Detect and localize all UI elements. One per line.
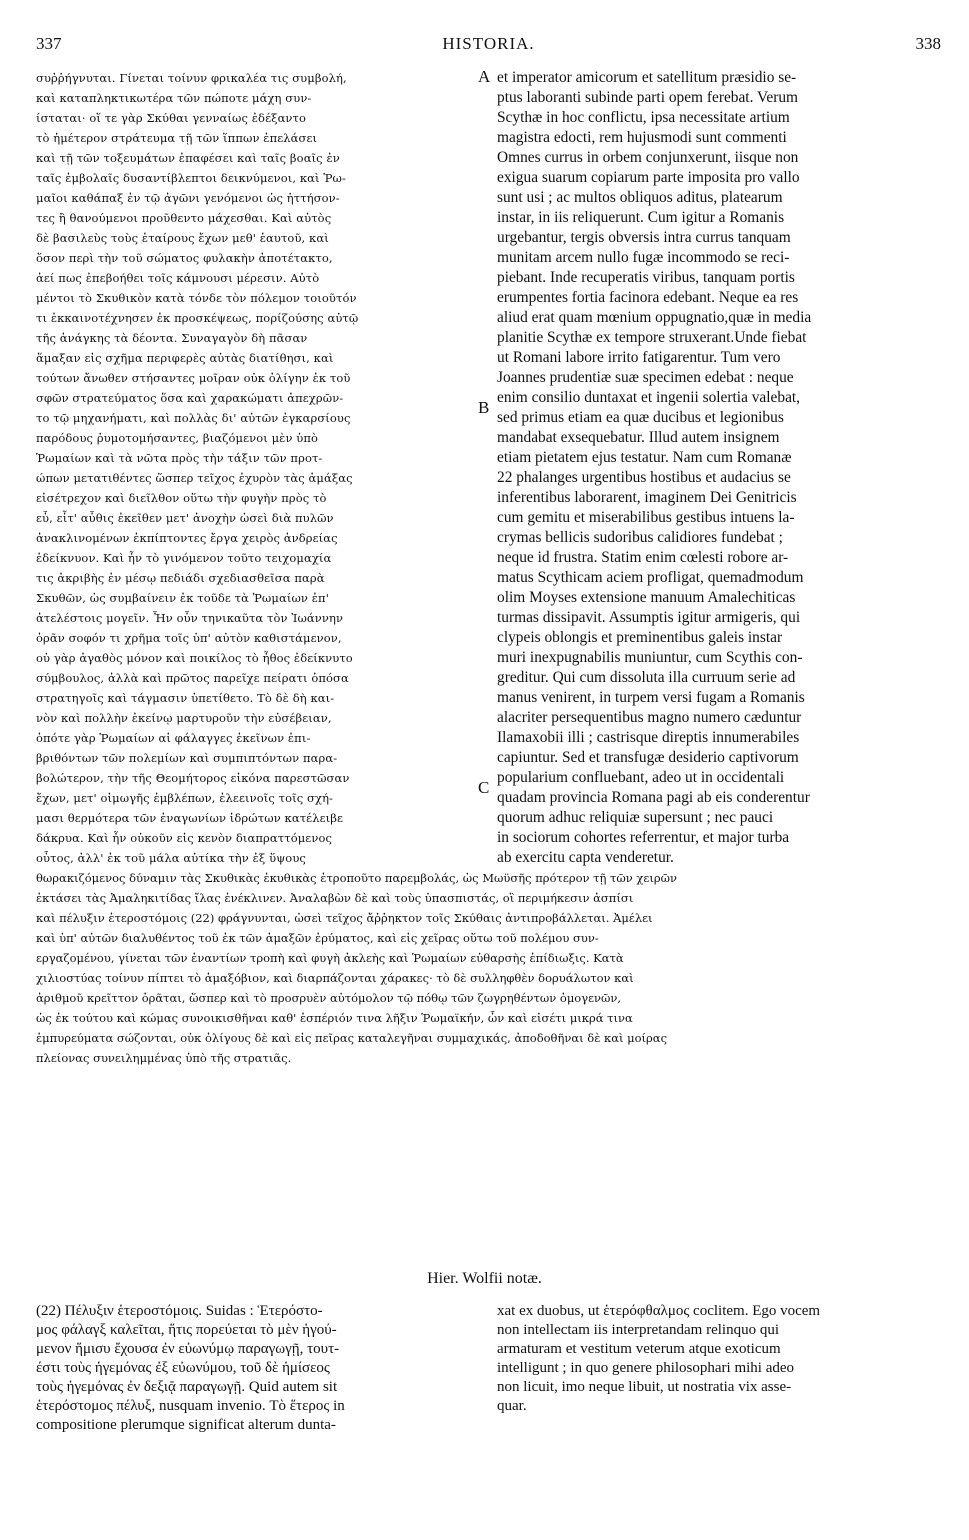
latin-text-line: sunt usi ; ac multos obliquos aditus, platearum [497, 189, 783, 206]
greek-text-line: εἰσέτρεχον καὶ διεῖλθον οὕτω τὴν φυγὴν πρὸς τὸ [36, 491, 327, 505]
notes-left-column [36, 1302, 474, 1435]
latin-text-line: alacriter persequentibus magno numero cæduntur [497, 709, 802, 726]
greek-text-line: ὁρᾶν σοφόν τι χρῆμα τοῖς ὑπ' αὐτὸν καθιστάμενον, [36, 631, 342, 645]
latin-text-line: inferentibus laborarent, imaginem Dei Genitricis [497, 489, 797, 506]
greek-text-line: τούτων ἄνωθεν στήσαντες μοῖραν οὐκ ὀλίγην ἐκ τοῦ [36, 371, 351, 385]
greek-text-line: συῤῥήγνυται. Γίνεται τοίνυν φρικαλέα τις συμβολή, [36, 71, 347, 85]
latin-text-line: instar, in iis reliquerunt. Cum igitur a Romanis [497, 209, 785, 226]
latin-text-line: neque id frustra. Statim enim cœlesti robore ar- [497, 549, 789, 566]
latin-text-line: etiam pietatem ejus testatur. Nam cum Romanæ [497, 449, 792, 466]
greek-column [36, 68, 474, 868]
latin-text-line: urgebantur, tergis obversis intra currus tanquam [497, 229, 791, 246]
note-line: non intellectam iis interpretandam relinquo qui [497, 1322, 780, 1338]
latin-text-line: et imperator amicorum et satellitum præsidio se- [497, 69, 797, 86]
latin-text-line: olim Moyses extensione manuum Amalechiticas [497, 589, 796, 606]
greek-text-line: το τῷ μηχανήματι, καὶ πολλὰς δι' αὐτῶν ἐγκαρσίους [36, 411, 351, 425]
greek-text-line: ἔχων, μετ' οἰμωγῆς ἐμβλέπων, ἐλεεινοῖς τοῖς σχή- [36, 791, 334, 805]
greek-text-line: ἀεί πως ἐπεβοήθει τοῖς κάμνουσι μέρεσιν. Αὐτὸ [36, 271, 320, 285]
greek-full-width-text [36, 868, 942, 1068]
latin-text-line: matus Scythicam aciem profligat, quemadmodum [497, 569, 804, 586]
greek-text-line: ταῖς ἐμβολαῖς δυσαντίβλεπτοι δεικνύμενοι, καὶ Ῥω- [36, 171, 346, 185]
latin-text-line: muri inexpugnabilis muniuntur, cum Scythis con- [497, 649, 803, 666]
note-line: non licuit, imo neque libuit, ut nostratia vix asse- [497, 1379, 792, 1395]
greek-text-line: οὐ γὰρ ἀγαθὸς μόνον καὶ ποικίλος τὸ ἦθος ἐδείκνυτο [36, 651, 353, 665]
greek-text-line: τὸ ἡμέτερον στράτευμα τῇ τῶν ἵππων ἐπελάσει [36, 131, 318, 145]
latin-text-line: cum gemitu et miserabilibus gestibus intuens la- [497, 509, 795, 526]
note-line: (22) Πέλυξιν ἑτεροστόμοις. Suidas : Ἑτερόστο- [36, 1303, 323, 1319]
greek-text-line: ὅσον περὶ τὴν τοῦ σώματος φυλακὴν ἀποτέτακτο, [36, 251, 333, 265]
page-number-left: 337 [36, 34, 62, 53]
note-line: έστι τοὺς ἡγεμόνας ἐξ εὐωνύμου, τοῦ δὲ ἡμίσεος [36, 1360, 330, 1376]
latin-text-line: planitie Scythæ ex tempore struxerant.Unde fiebat [497, 329, 807, 346]
greek-full-text-line: καὶ πέλυξιν ἑτεροστόμοις (22) φράγνυνται, ὡσεὶ τεῖχος ἄῤῥηκτον τοῖς Σκύθαις ἀντιπροβάλλεται. Ἀμέλει [36, 911, 653, 925]
greek-text-line: μέντοι τὸ Σκυθικὸν κατὰ τόνδε τὸν πόλεμον τοιοῦτόν [36, 291, 357, 305]
greek-full-text-line: ἀριθμοῦ κρεῖττον ὁρᾶται, ὥσπερ καὶ τὸ προσρυὲν αὐτόμολον τῷ πόθῳ τῶν ζωγρηθέντων ὁμογενῶν, [36, 991, 622, 1005]
greek-full-text-line: χιλιοστύας τοίνυν πίπτει τὸ ἁμαξόβιον, καὶ διαρπάζονται χάρακες· τὸ δὲ συλληφθὲν δορυάλωτον καὶ [36, 971, 634, 985]
latin-text-line: in sociorum cohortes referrentur, et major turba [497, 829, 790, 846]
greek-text-line: βριθόντων τῶν πολεμίων καὶ συμπιπτόντων παρα- [36, 751, 338, 765]
latin-text-line: manus venirent, in turpem versi fugam a Romanis [497, 689, 805, 706]
greek-full-text-line: πλείονας συνειλημμένας ὑπὸ τῆς στρατιᾶς. [36, 1051, 292, 1065]
greek-text-line: ίσταται· οἵ τε γὰρ Σκύθαι γενναίως ἐδέξαντο [36, 111, 307, 125]
latin-text-line: clypeis oblongis et preminentibus galeis instar [497, 629, 783, 646]
note-line: τοὺς ἡγεμόνας ἐν δεξιᾷ παραγωγῇ. Quid autem sit [36, 1379, 338, 1395]
greek-text-line: τι ἐκκαινοτέχνησεν ἐκ προσκέψεως, πορίζούσης αὐτῷ [36, 311, 359, 325]
greek-full-text-line: ἐκτάσει τὰς Ἀμαληκιτίδας ἴλας ἐνέκλινεν. Ἀναλαβὼν δὲ καὶ τοὺς ὑπασπιστάς, οἳ περιμήκεσιν ἀσπίσι [36, 891, 634, 905]
greek-text-line: τῆς ἀνάγκης τὰ δέοντα. Συναγαγὸν δὴ πᾶσαν [36, 331, 308, 345]
greek-text-line: καὶ τῇ τῶν τοξευμάτων ἐπαφέσει καὶ ταῖς βοαῖς ἐν [36, 151, 340, 165]
greek-text-line: μαῖοι καθάπαξ ἐν τῷ ἀγῶνι γενόμενοι ὡς ἡττήσον- [36, 191, 340, 205]
greek-text-line: δάκρυα. Καὶ ἦν οὐκοῦν εἰς κενὸν διαπραττόμενος [36, 831, 333, 845]
greek-text-line: καὶ καταπληκτικωτέρα τῶν πώποτε μάχη συν- [36, 91, 312, 105]
greek-text-line: ἀνακλινομένων ἐκπίπτοντες ἔργα χειρὸς ἀνδρείας [36, 531, 338, 545]
latin-text-line: quadam provincia Romana pagi ab eis conderentur [497, 789, 810, 806]
note-line: quar. [497, 1398, 527, 1414]
notes-title: Hier. Wolfii notæ. [427, 1270, 542, 1287]
greek-text-line: ώπων μετατιθέντες ὥσπερ τεῖχος ἐχυρὸν τὰς ἁμάξας [36, 471, 353, 485]
latin-text-line: 22 phalanges urgentibus hostibus et audacius se [497, 469, 791, 486]
greek-text-line: μασι θερμότερα τῶν ἐναγωνίων ἱδρώτων κατέλειβε [36, 811, 344, 825]
latin-text-line: sed primus etiam ea quæ ducibus et legionibus [497, 409, 784, 426]
note-line: armaturam et vestitum veterum atque exoticum [497, 1341, 781, 1357]
notes-right-column [497, 1302, 942, 1416]
margin-marker-a: A [478, 67, 491, 86]
note-line: xat ex duobus, ut ἑτερόφθαλμος coclitem. Ego vocem [497, 1303, 821, 1319]
greek-text-line: τις ἀκριβὴς ἐν μέσῳ πεδιάδι σχεδιασθεῖσα παρὰ [36, 571, 325, 585]
note-line: ἑτερόστομος πέλυξ, nusquam invenio. Τὸ ἕτερος in [36, 1398, 345, 1414]
greek-text-line: στρατηγοῖς καὶ τάγμασιν ὑπετίθετο. Τὸ δὲ δὴ και- [36, 691, 335, 705]
latin-text-line: piebant. Inde recuperatis viribus, tanquam portis [497, 269, 795, 286]
latin-text-line: erumpentes fortia facinora edebant. Neque ea res [497, 289, 799, 306]
page-number-right: 338 [915, 34, 941, 53]
greek-text-line: δὲ βασιλεὺς τοὺς ἑταίρους ἔχων μεθ' ἑαυτοῦ, καὶ [36, 231, 329, 245]
latin-column [497, 68, 942, 868]
greek-full-text-line: ὡς ἐκ τούτου καὶ κώμας συνοικισθῆναι καθ' ἑσπέριόν τινα λῆξιν Ῥωμαϊκήν, ὧν καὶ εἰσέτι μικρά τινα [36, 1011, 633, 1025]
page-header [36, 34, 941, 58]
latin-text-line: ab exercitu capta venderetur. [497, 849, 674, 866]
latin-text-line: aliud erat quam mœnium oppugnatio,quæ in media [497, 309, 812, 326]
note-line: μος φάλαγξ καλεῖται, ἥτις πορεύεται τὸ μὲν ἡγού- [36, 1322, 337, 1338]
latin-text-line: enim consilio duntaxat et ingenii solertia valebat, [497, 389, 801, 406]
latin-text-line: magistra edocti, rem hujusmodi sunt commenti [497, 129, 787, 146]
greek-text-line: εὖ, εἶτ' αὖθις ἐκεῖθεν μετ' ἀνοχὴν ὡσεὶ διὰ πυλῶν [36, 511, 334, 525]
note-line: intelligunt ; in quo genere philosophari mihi adeo [497, 1360, 795, 1376]
greek-text-line: ἐδείκνυον. Καὶ ἦν τὸ γινόμενον τοῦτο τειχομαχία [36, 551, 332, 565]
running-title: HISTORIA. [442, 34, 535, 53]
latin-text-line: Joannes prudentiæ suæ specimen edebat : neque [497, 369, 794, 386]
greek-text-line: παρόδους ῥυμοτομήσαντες, βιαζόμενοι μὲν ὑπὸ [36, 431, 319, 445]
latin-text-line: greditur. Qui cum dissoluta illa curruum serie ad [497, 669, 796, 686]
latin-text-line: exigua suarum copiarum parte imposita pro vallo [497, 169, 800, 186]
greek-text-line: Ῥωμαίων καὶ τὰ νῶτα πρὸς τὴν τάξιν τῶν προτ- [36, 451, 323, 465]
latin-text-line: ptus laboranti subinde parti opem ferebat. Verum [497, 89, 799, 106]
greek-full-text-line: εργαζομένου, γίνεται τῶν ἐναντίων τροπὴ καὶ φυγὴ ἀκλεὴς καὶ Ῥωμαίων εὐθαρσὴς ἐπίδιωξις. Κατὰ [36, 951, 624, 965]
latin-text-line: popularium confluebant, adeo ut in occidentali [497, 769, 785, 786]
latin-text-line: crymas bellicis sudoribus calidiores fundebat ; [497, 529, 783, 546]
greek-text-line: τες ἢ θανούμενοι προῦθεντο μάχεσθαι. Καὶ αὐτὸς [36, 211, 332, 225]
greek-text-line: σφῶν στρατεύματος ὅσα καὶ χαρακώματι ἀπεχρῶν- [36, 391, 344, 405]
margin-marker-c: C [478, 778, 490, 797]
greek-full-text-line: ἐμπυρεύματα σώζονται, οὐκ ὀλίγους δὲ καὶ εἰς πεῖρας καταλεγῆναι συμμαχικάς, ἀποδοθῆναι δὲ καὶ μοίρας [36, 1031, 668, 1045]
latin-text-line: ut Romani labore irrito fatigarentur. Tum vero [497, 349, 781, 366]
latin-text-line: Scythæ in hoc conflictu, ipsa necessitate artium [497, 109, 790, 126]
greek-text-line: οὗτος, ἀλλ' ἐκ τοῦ μάλα αὐτίκα τὴν ἐξ ὕψους [36, 851, 306, 865]
greek-text-line: βολώτερον, τὴν τῆς Θεομήτορος εἰκόνα παρεστῶσαν [36, 771, 350, 785]
greek-text-line: σύμβουλος, ἀλλὰ καὶ πρῶτος παρεῖχε πείρατι ὁπόσα [36, 671, 349, 685]
greek-text-line: ἅμαξαν εἰς σχῆμα περιφερὲς αὐτὰς διατίθησι, καὶ [36, 351, 334, 365]
greek-full-text-line: καὶ ὑπ' αὐτῶν διαλυθέντος τοῦ ἐκ τῶν ἁμαξῶν ἐρύματος, καὶ εἰς χεῖρας οὕτω τοῦ πολέμου συν- [36, 931, 599, 945]
latin-text-line: munitam arcem nullo fugæ incommodo se reci- [497, 249, 790, 266]
latin-text-line: turmas dissipavit. Assumptis igitur armigeris, qui [497, 609, 801, 626]
latin-text-line: quorum adhuc reliquiæ supersunt ; nec pauci [497, 809, 774, 826]
latin-text-line: Ilamaxobii illi ; castrisque direptis innumerabiles [497, 729, 800, 746]
note-line: compositione plerumque significat alterum dunta- [36, 1417, 336, 1433]
greek-text-line: νὸν καὶ πολλὴν ἐκείνῳ μαρτυροῦν τὴν εὐσέβειαν, [36, 711, 332, 725]
margin-marker-b: B [478, 398, 490, 417]
greek-text-line: ἀτελέστοις μογεῖν. Ἦν οὖν τηνικαῦτα τὸν Ἰωάννην [36, 611, 344, 625]
greek-text-line: Σκυθῶν, ὡς συμβαίνειν ἐκ τοῦδε τὰ Ῥωμαίων ἐπ' [36, 591, 329, 605]
note-line: μενον ἥμισυ ἔχουσα ἐν εὐωνύμῳ παραγωγῇ, τουτ- [36, 1341, 340, 1357]
greek-full-text-line: θωρακιζόμενος δύναμιν τὰς Σκυθικὰς ἐκυθικὰς ἐτροποῦτο παρεμβολάς, ὡς Μωϋσῆς πρότερον τῇ τῶν χειρῶν [36, 871, 678, 885]
latin-text-line: mandabat exsequebatur. Illud autem insignem [497, 429, 780, 446]
greek-text-line: ὁπότε γὰρ Ῥωμαίων αἱ φάλαγγες ἐκεῖνων ἐπι- [36, 731, 311, 745]
latin-text-line: Omnes currus in orbem conjunxerunt, iisque non [497, 149, 799, 166]
latin-text-line: capiuntur. Sed et transfugæ desiderio captivorum [497, 749, 799, 766]
